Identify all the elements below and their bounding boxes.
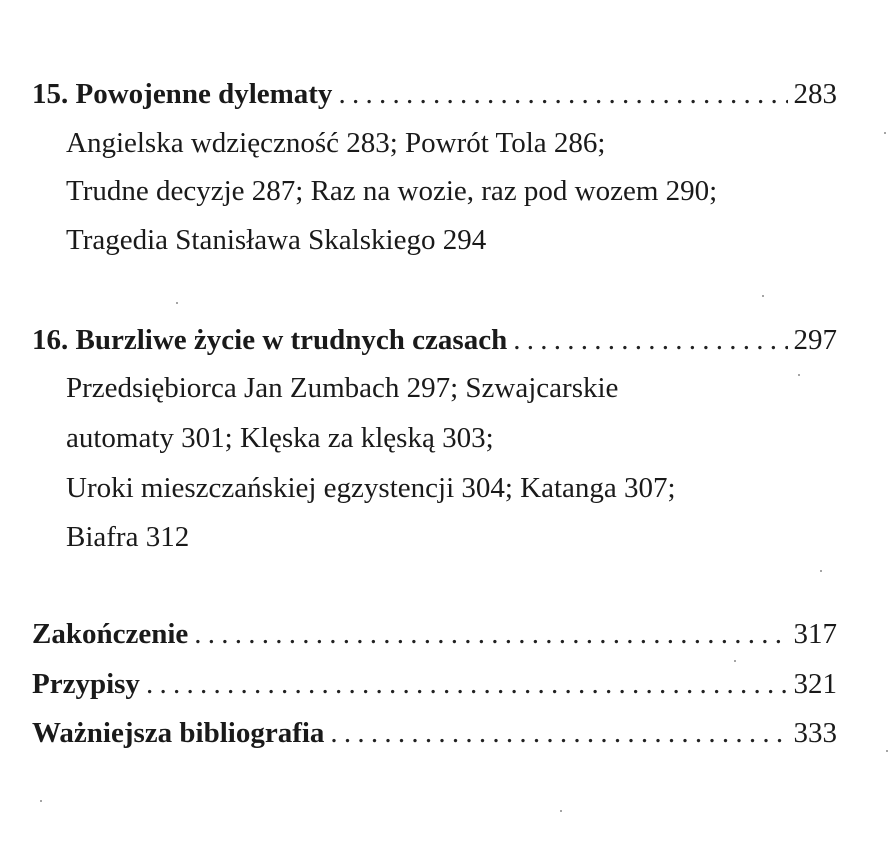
dot-leader (146, 664, 788, 704)
toc-entry-conclusion (32, 614, 837, 654)
section-line: Tragedia Stanisława Skalskiego 294 (66, 224, 487, 256)
dot-leader (194, 614, 787, 654)
scan-speck (762, 295, 764, 297)
scan-speck (886, 750, 888, 752)
scan-speck (176, 302, 178, 304)
section-line: Biafra 312 (66, 521, 190, 553)
scan-speck (734, 660, 736, 662)
chapter-title: 15. Powojenne dylematy (32, 78, 333, 110)
entry-title: Ważniejsza bibliografia (32, 717, 325, 749)
section-line: Uroki mieszczańskiej egzystencji 304; Katanga 307; (66, 472, 676, 504)
toc-entry-chapter-15 (32, 74, 837, 114)
scan-speck (820, 570, 822, 572)
page-number: 283 (793, 78, 837, 110)
section-line: automaty 301; Klęska za klęską 303; (66, 422, 494, 454)
entry-title: Zakończenie (32, 618, 189, 650)
scan-speck (884, 132, 886, 134)
page-number: 297 (793, 324, 837, 356)
scan-speck (798, 374, 800, 376)
scan-speck (40, 800, 42, 802)
dot-leader (338, 74, 787, 114)
chapter-title: 16. Burzliwe życie w trudnych czasach (32, 324, 508, 356)
toc-entry-chapter-16 (32, 320, 837, 360)
section-line: Trudne decyzje 287; Raz na wozie, raz pod wozem 290; (66, 175, 718, 207)
entry-title: Przypisy (32, 668, 140, 700)
section-line: Angielska wdzięczność 283; Powrót Tola 286; (66, 127, 606, 159)
page-number: 317 (793, 618, 837, 650)
page-number: 333 (793, 717, 837, 749)
scan-speck (560, 810, 562, 812)
section-line: Przedsiębiorca Jan Zumbach 297; Szwajcarskie (66, 372, 619, 404)
page-number: 321 (793, 668, 837, 700)
toc-entry-footnotes (32, 664, 837, 704)
dot-leader (330, 713, 787, 753)
toc-entry-bibliography (32, 713, 837, 753)
dot-leader (513, 320, 787, 360)
